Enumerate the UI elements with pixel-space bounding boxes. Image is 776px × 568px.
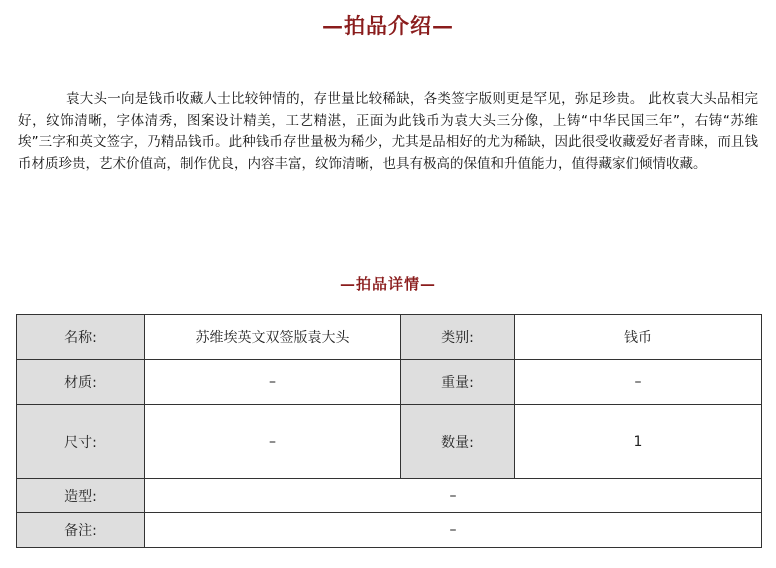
category-label: 类别: — [401, 315, 515, 360]
size-label: 尺寸: — [17, 405, 145, 479]
material-label: 材质: — [17, 360, 145, 405]
category-value: 钱币 — [515, 315, 762, 360]
remark-value: – — [145, 513, 762, 548]
size-value: – — [145, 405, 401, 479]
weight-value: – — [515, 360, 762, 405]
table-row — [17, 360, 762, 405]
table-row — [17, 405, 762, 479]
table-row — [17, 479, 762, 513]
weight-label: 重量: — [401, 360, 515, 405]
table-row — [17, 315, 762, 360]
name-value: 苏维埃英文双签版袁大头 — [145, 315, 401, 360]
quantity-value: 1 — [515, 405, 762, 479]
quantity-label: 数量: — [401, 405, 515, 479]
name-label: 名称: — [17, 315, 145, 360]
details-table — [16, 314, 762, 548]
details-title: —拍品详情— — [339, 275, 436, 293]
shape-label: 造型: — [17, 479, 145, 513]
intro-paragraph: 袁大头一向是钱币收藏人士比较钟情的，存世量比较稀缺，各类签字版则更是罕见，弥足珍贵。 此枚袁大头品相完好，纹饰清晰，字体清秀，图案设计精美，工艺精湛，正面为此钱币为袁大头三分像，上铸“中华民国三年”，右铸“苏维埃”三字和英文签字，乃精品钱币。此种钱币存世量极为稀少，尤其是品相好的尤为稀缺，因此很受收藏爱好者青睐，而且钱币材质珍贵，艺术价值高，制作优良，内容丰富，纹饰清晰，也具有极高的保值和升值能力，值得藏家们倾情收藏。 — [18, 91, 758, 172]
table-row — [17, 513, 762, 548]
material-value: – — [145, 360, 401, 405]
shape-value: – — [145, 479, 762, 513]
remark-label: 备注: — [17, 513, 145, 548]
intro-title: —拍品介绍— — [322, 13, 454, 38]
